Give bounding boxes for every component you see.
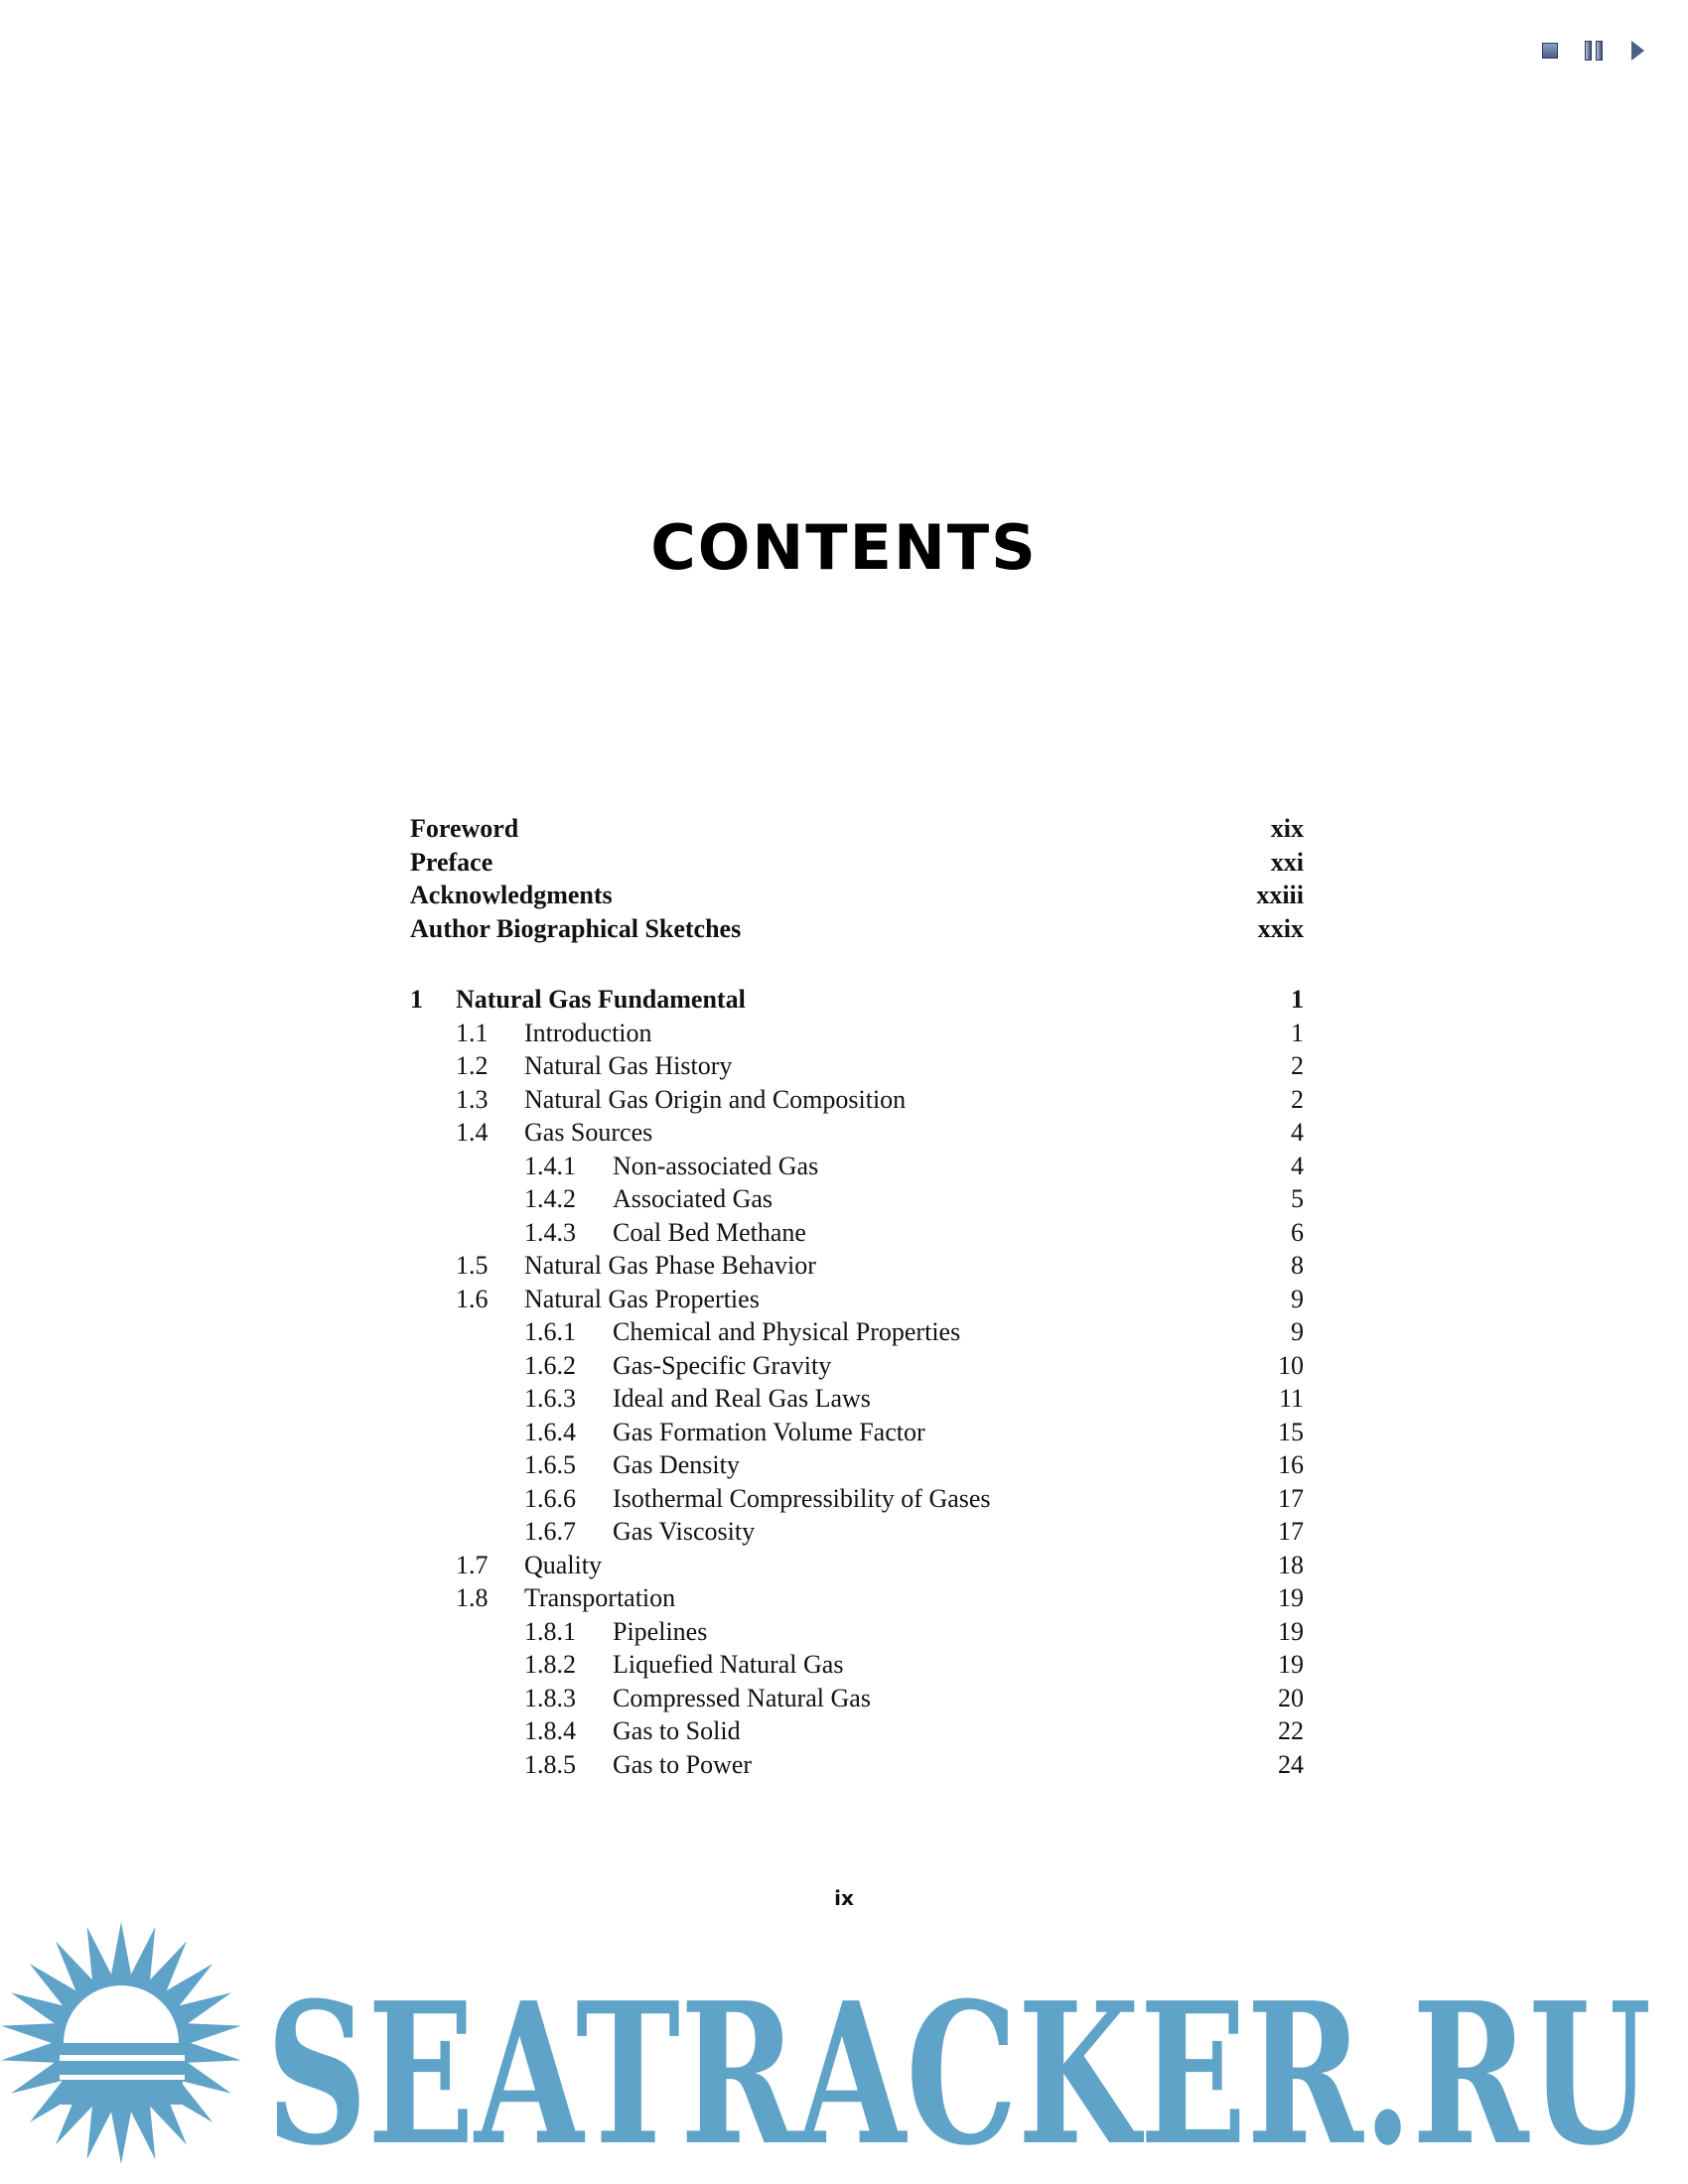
entry-title: Chemical and Physical Properties xyxy=(613,1317,961,1346)
page-number: ix xyxy=(834,1886,854,1910)
entry-number: 1.4.3 xyxy=(524,1217,576,1247)
section-entry[interactable] xyxy=(410,1249,1304,1283)
entry-number: 1.6.6 xyxy=(524,1483,576,1513)
subsection-entry[interactable] xyxy=(410,1448,1304,1482)
subsection-entry[interactable] xyxy=(410,1216,1304,1250)
entry-page: 17 xyxy=(1278,1517,1304,1546)
entry-number: 1.6 xyxy=(456,1284,489,1313)
entry-page: 15 xyxy=(1278,1417,1304,1446)
subsection-entry[interactable] xyxy=(410,1515,1304,1549)
entry-title: Preface xyxy=(410,847,493,877)
entry-number: 1.3 xyxy=(456,1084,489,1114)
sun-logo-icon xyxy=(1,1922,241,2164)
watermark xyxy=(0,1916,1688,2184)
entry-page: 19 xyxy=(1278,1583,1304,1612)
subsection-entry[interactable] xyxy=(410,1714,1304,1748)
entry-title: Compressed Natural Gas xyxy=(613,1683,871,1712)
entry-number: 1.4.2 xyxy=(524,1184,576,1213)
entry-number: 1.8.1 xyxy=(524,1616,576,1646)
subsection-entry[interactable] xyxy=(410,1648,1304,1682)
entry-page: xxi xyxy=(1270,847,1304,877)
front-matter-list xyxy=(410,812,1304,945)
section-entry[interactable] xyxy=(410,1283,1304,1316)
entry-page: 9 xyxy=(1291,1317,1304,1346)
subsection-entry[interactable] xyxy=(410,1416,1304,1449)
entry-number: 1.6.5 xyxy=(524,1450,576,1479)
entry-title: Gas Density xyxy=(613,1450,740,1479)
section-entry[interactable] xyxy=(410,1581,1304,1615)
front-matter-entry[interactable] xyxy=(410,879,1304,912)
entry-page: xxiii xyxy=(1256,881,1304,909)
play-icon[interactable] xyxy=(1626,40,1648,62)
front-matter-entry[interactable] xyxy=(410,846,1304,880)
entry-title: Natural Gas Origin and Composition xyxy=(524,1084,907,1114)
entry-title: Natural Gas Phase Behavior xyxy=(524,1251,816,1280)
subsection-entry[interactable] xyxy=(410,1615,1304,1649)
entry-page: 22 xyxy=(1278,1716,1304,1745)
entry-title: Gas Viscosity xyxy=(613,1517,756,1546)
subsection-entry[interactable] xyxy=(410,1382,1304,1416)
subsection-entry[interactable] xyxy=(410,1682,1304,1715)
entry-number: 1.6.1 xyxy=(524,1317,576,1346)
entry-number: 1.8.5 xyxy=(524,1749,576,1779)
subsection-entry[interactable] xyxy=(410,1349,1304,1383)
table-of-contents xyxy=(410,812,1304,1781)
entry-title: Transportation xyxy=(524,1583,676,1612)
entry-number: 1.6.4 xyxy=(524,1417,576,1446)
entry-title: Liquefied Natural Gas xyxy=(613,1650,844,1679)
chapter-page: 1 xyxy=(1291,985,1304,1014)
entry-page: 5 xyxy=(1291,1184,1304,1213)
entry-page: 17 xyxy=(1278,1483,1304,1513)
entry-number: 1.4 xyxy=(456,1118,489,1147)
entry-title: Foreword xyxy=(410,814,519,843)
entry-page: 8 xyxy=(1291,1251,1304,1280)
entry-number: 1.6.3 xyxy=(524,1384,576,1413)
section-entry[interactable] xyxy=(410,1049,1304,1083)
entry-title: Natural Gas History xyxy=(524,1051,733,1080)
entry-page: 9 xyxy=(1291,1284,1304,1313)
entry-page: 18 xyxy=(1278,1550,1304,1579)
entry-page: 4 xyxy=(1291,1118,1304,1147)
subsection-entry[interactable] xyxy=(410,1182,1304,1216)
entry-page: 20 xyxy=(1278,1683,1304,1712)
watermark-text: SEATRACKER.RU xyxy=(266,1961,1651,2184)
entry-title: Quality xyxy=(524,1550,602,1579)
entry-page: 11 xyxy=(1278,1384,1304,1413)
entry-title: Acknowledgments xyxy=(410,881,613,909)
section-entry[interactable] xyxy=(410,1549,1304,1582)
entry-number: 1.8.2 xyxy=(524,1650,576,1679)
chapter-entry[interactable] xyxy=(410,983,1304,1017)
entry-title: Pipelines xyxy=(613,1616,708,1646)
subsection-entry[interactable] xyxy=(410,1482,1304,1516)
entry-title: Associated Gas xyxy=(613,1184,774,1213)
section-entry[interactable] xyxy=(410,1116,1304,1150)
entry-title: Isothermal Compressibility of Gases xyxy=(613,1483,991,1513)
entry-page: 19 xyxy=(1278,1650,1304,1679)
entry-number: 1.8.4 xyxy=(524,1716,576,1745)
entry-title: Gas to Power xyxy=(613,1749,753,1779)
stop-icon[interactable] xyxy=(1539,40,1561,62)
entry-page: 1 xyxy=(1291,1018,1304,1047)
entry-page: 2 xyxy=(1291,1084,1304,1114)
entry-page: xix xyxy=(1270,814,1304,843)
entry-page: 16 xyxy=(1278,1450,1304,1479)
chapter-title: Natural Gas Fundamental xyxy=(456,985,746,1014)
entry-number: 1.7 xyxy=(456,1550,489,1579)
entry-page: 4 xyxy=(1291,1151,1304,1180)
entry-number: 1.5 xyxy=(456,1251,489,1280)
entry-title: Gas Sources xyxy=(524,1118,653,1147)
entry-number: 1.6.2 xyxy=(524,1350,576,1380)
entry-number: 1.6.7 xyxy=(524,1517,576,1546)
entry-page: 24 xyxy=(1278,1749,1304,1779)
entry-title: Gas-Specific Gravity xyxy=(613,1350,832,1380)
section-entry[interactable] xyxy=(410,1083,1304,1117)
entry-page: xxix xyxy=(1257,913,1304,943)
front-matter-entry[interactable] xyxy=(410,912,1304,946)
chapter-number: 1 xyxy=(410,985,423,1014)
entry-title: Gas Formation Volume Factor xyxy=(613,1417,925,1446)
entry-number: 1.8.3 xyxy=(524,1683,576,1712)
entry-title: Coal Bed Methane xyxy=(613,1217,806,1247)
pause-icon[interactable] xyxy=(1583,40,1605,62)
front-matter-entry[interactable] xyxy=(410,812,1304,846)
entry-number: 1.1 xyxy=(456,1018,489,1047)
entry-page: 10 xyxy=(1278,1350,1304,1380)
section-entry[interactable] xyxy=(410,1017,1304,1050)
subsection-entry[interactable] xyxy=(410,1150,1304,1183)
subsection-entry[interactable] xyxy=(410,1315,1304,1349)
entry-title: Author Biographical Sketches xyxy=(410,913,742,943)
entry-title: Ideal and Real Gas Laws xyxy=(613,1384,871,1413)
subsection-entry[interactable] xyxy=(410,1748,1304,1782)
entry-title: Natural Gas Properties xyxy=(524,1284,760,1313)
entry-title: Gas to Solid xyxy=(613,1716,741,1745)
entry-title: Non-associated Gas xyxy=(613,1151,819,1180)
entry-title: Introduction xyxy=(524,1018,652,1047)
entry-number: 1.2 xyxy=(456,1051,489,1080)
entry-page: 6 xyxy=(1291,1217,1304,1247)
entry-number: 1.8 xyxy=(456,1583,489,1612)
player-controls xyxy=(1539,40,1648,62)
page-title: CONTENTS xyxy=(650,511,1038,584)
entry-page: 19 xyxy=(1278,1616,1304,1646)
section-list xyxy=(410,1017,1304,1782)
entry-page: 2 xyxy=(1291,1051,1304,1080)
entry-number: 1.4.1 xyxy=(524,1151,576,1180)
